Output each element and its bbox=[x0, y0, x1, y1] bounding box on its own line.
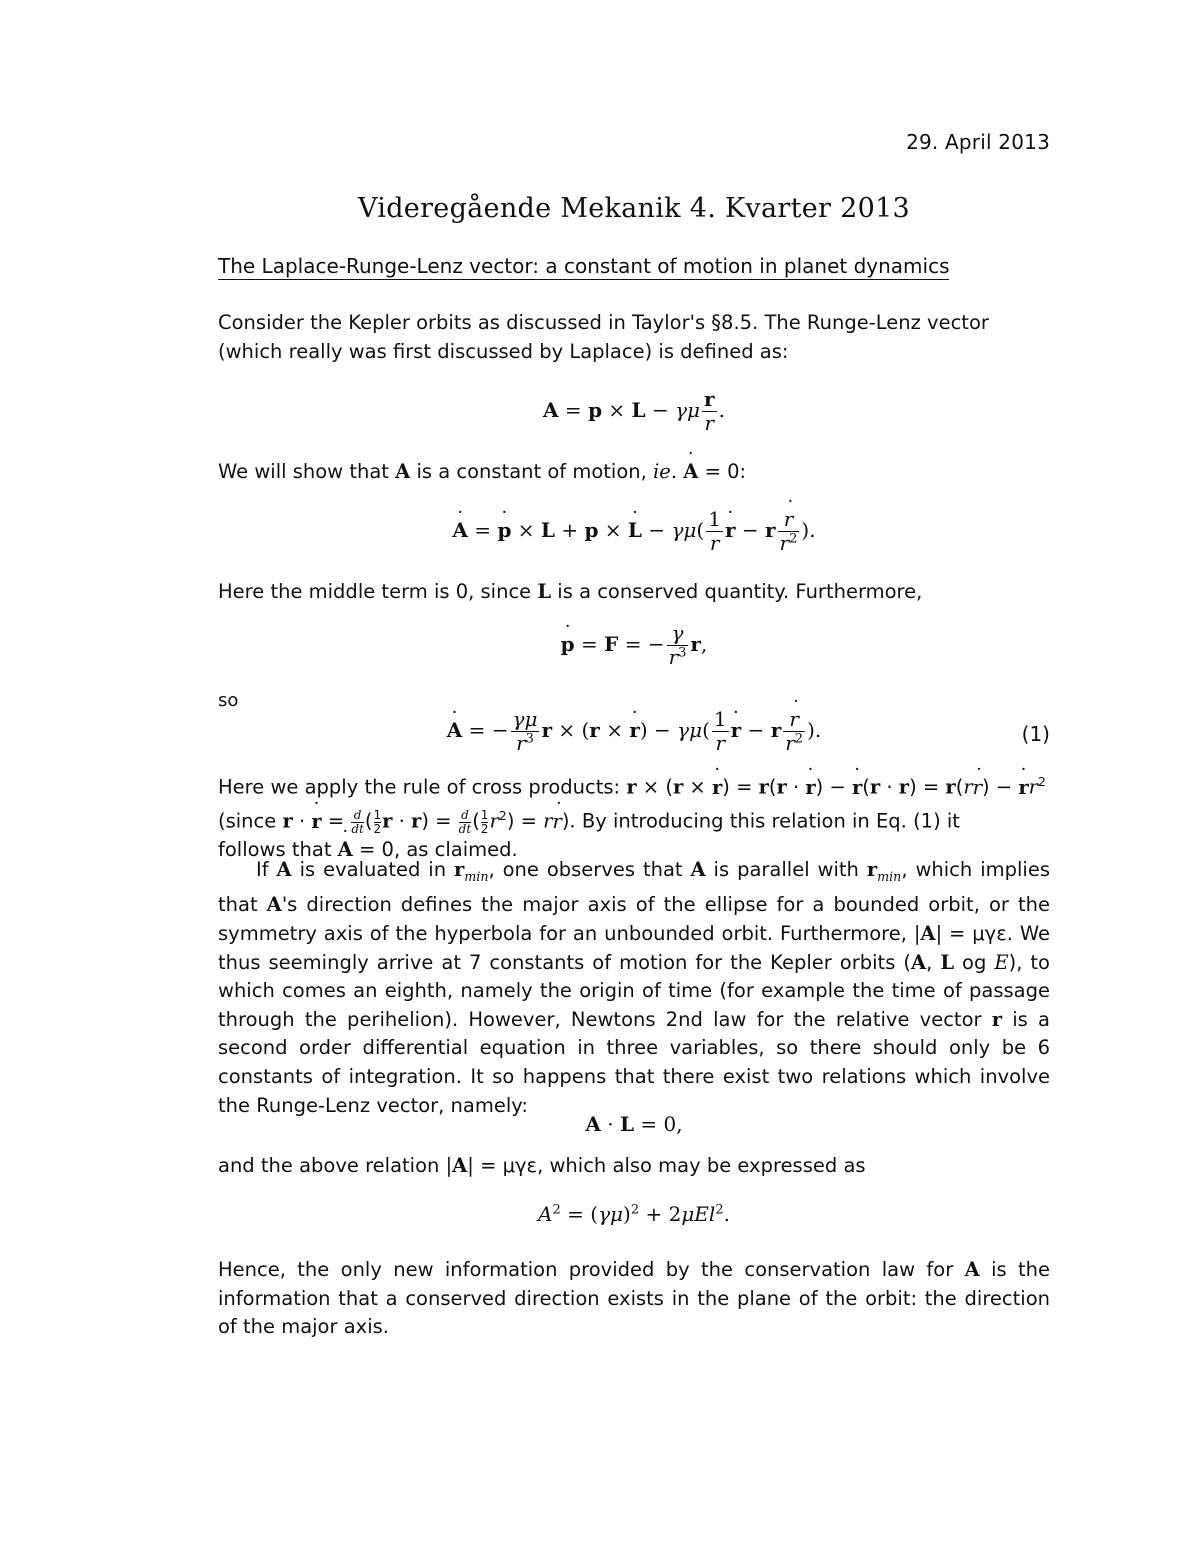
equation-time-derivative: A ˙ = p ˙ × L + p × L ˙ − γμ( $\frac{1}{r}$ r ˙ − r $\frac{r ˙}{r^2}$ ). bbox=[218, 508, 1050, 555]
section-heading: The Laplace-Runge-Lenz vector: a constant of motion in planet dynamics bbox=[218, 254, 950, 278]
conclusion-paragraph: Hence, the only new information provided by the conservation law for A is the information that a conserved direction exists in the plane of the orbit: the direction of the major axis. bbox=[218, 1258, 1050, 1339]
document-title: Videregående Mekanik 4. Kvarter 2013 bbox=[357, 193, 911, 224]
orbit-paragraph: If A is evaluated in $r_{min}$, one observes that A is parallel with $r_{min}$, which implies that A's direction defines the major axis of the ellipse for a bounded orbit, or the symmetry axis of the hyperbola for an unbounded orbit. Furthermore, |A| = μγε. We thus seemingly arrive at 7 constants of motion for the Kepler orbits (A, L og E), to which comes an eighth, namely the origin of time (for example the time of passage through the perihelion). However, Newtons 2nd law for the relative vector r is a second order differential equation in three variables, so there should only be 6 constants of integration. It so happens that there exist two relations which involve the Runge-Lenz vector, namely: bbox=[218, 858, 1050, 1117]
so-label: so bbox=[218, 690, 239, 711]
equation-number: (1) bbox=[1021, 722, 1050, 746]
show-paragraph: We will show that A is a constant of motion, ie. A ˙ = 0: bbox=[218, 458, 1050, 487]
equation-a-dot-l: A · L = 0, bbox=[585, 1112, 683, 1136]
cross-product-paragraph: Here we apply the rule of cross products: r × (r × r ˙) = r(r · r ˙) − r ˙(r · r) = r(rr ˙) − r $˙r^2$ (since r · r ˙ = $\frac{d}{dt}$ ( $\frac{1}{2}$ r · r) = $\frac{d}{dt}$ ( $\frac{1}{2}$ $r^2$) = rr ˙). By introducing this relation in Eq. (1) it follows that A ˙ = 0, as claimed. bbox=[218, 768, 1050, 865]
equation-force: p ˙ = F = − $\frac{\gamma}{r^3}$ r, bbox=[218, 622, 1050, 669]
document-date: 29. April 2013 bbox=[906, 130, 1050, 154]
intro-paragraph: Consider the Kepler orbits as discussed in Taylor's §8.5. The Runge-Lenz vector (which really was first discussed by Laplace) is defined as: bbox=[218, 311, 989, 363]
above-relation-paragraph: and the above relation |A| = μγε, which also may be expressed as bbox=[218, 1154, 866, 1177]
equation-runge-lenz-definition: A = p × L − γμ $\frac{r}{r}$ . bbox=[543, 387, 725, 435]
equation-1: A ˙ = − $\frac{\gamma\mu}{r^3}$ r × (r × r ˙) − γμ( $\frac{1}{r}$ r ˙ − r $\frac{r ˙}{r^2}$ ). bbox=[218, 708, 1050, 755]
equation-a-squared: $A^2 = (\gamma\mu)^2 + 2\mu El^2$. bbox=[538, 1202, 730, 1226]
middle-term-paragraph: Here the middle term is 0, since L is a conserved quantity. Furthermore, bbox=[218, 580, 923, 603]
